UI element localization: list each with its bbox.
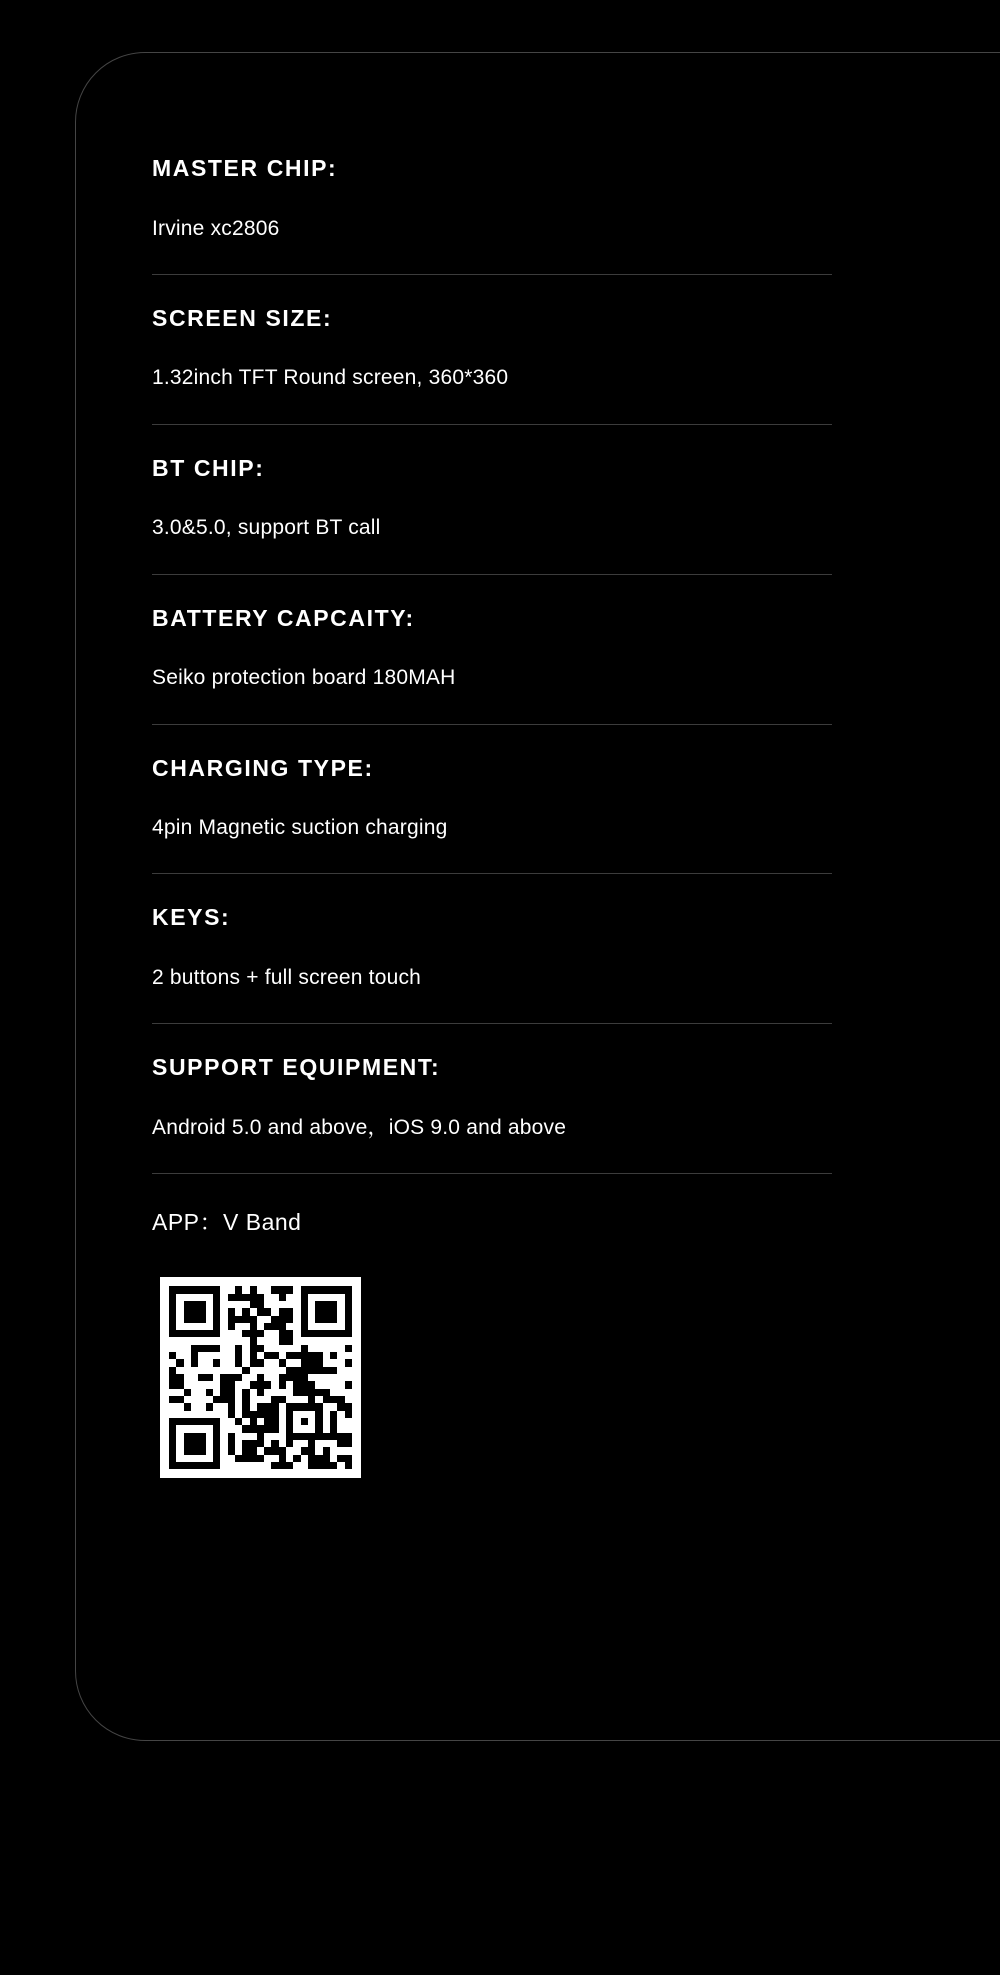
qr-code: [160, 1277, 361, 1478]
divider: [152, 873, 832, 874]
spec-label: CHARGING TYPE:: [152, 754, 374, 781]
spec-item-screen-size: [152, 305, 852, 392]
spec-label: BATTERY CAPCAITY:: [152, 604, 415, 631]
spec-label: SUPPORT EQUIPMENT:: [152, 1054, 441, 1081]
divider: [152, 424, 832, 425]
spec-value: Android 5.0 and above，iOS 9.0 and above: [152, 1115, 567, 1139]
spec-item-bt-chip: [152, 455, 852, 542]
spec-value: 2 buttons + full screen touch: [152, 966, 422, 990]
spec-list: [152, 155, 852, 1478]
divider: [152, 724, 832, 725]
divider: [152, 1023, 832, 1024]
qr-code-matrix: [169, 1286, 352, 1469]
spec-item-master-chip: [152, 155, 852, 242]
spec-item-battery-capacity: [152, 605, 852, 692]
spec-label: KEYS:: [152, 904, 231, 931]
spec-label: MASTER CHIP:: [152, 155, 338, 181]
divider: [152, 574, 832, 575]
spec-value: 3.0&5.0, support BT call: [152, 516, 381, 540]
spec-item-keys: [152, 904, 852, 991]
spec-item-charging-type: [152, 755, 852, 842]
spec-label: SCREEN SIZE:: [152, 304, 333, 331]
spec-value: 1.32inch TFT Round screen, 360*360: [152, 366, 509, 390]
spec-value: 4pin Magnetic suction charging: [152, 816, 448, 840]
spec-label: BT CHIP:: [152, 454, 265, 481]
app-label: APP：V Band: [152, 1209, 302, 1236]
spec-value: Irvine xc2806: [152, 216, 280, 240]
divider: [152, 1173, 832, 1174]
spec-value: Seiko protection board 180MAH: [152, 666, 456, 690]
spec-item-support-equipment: [152, 1054, 852, 1141]
divider: [152, 274, 832, 275]
